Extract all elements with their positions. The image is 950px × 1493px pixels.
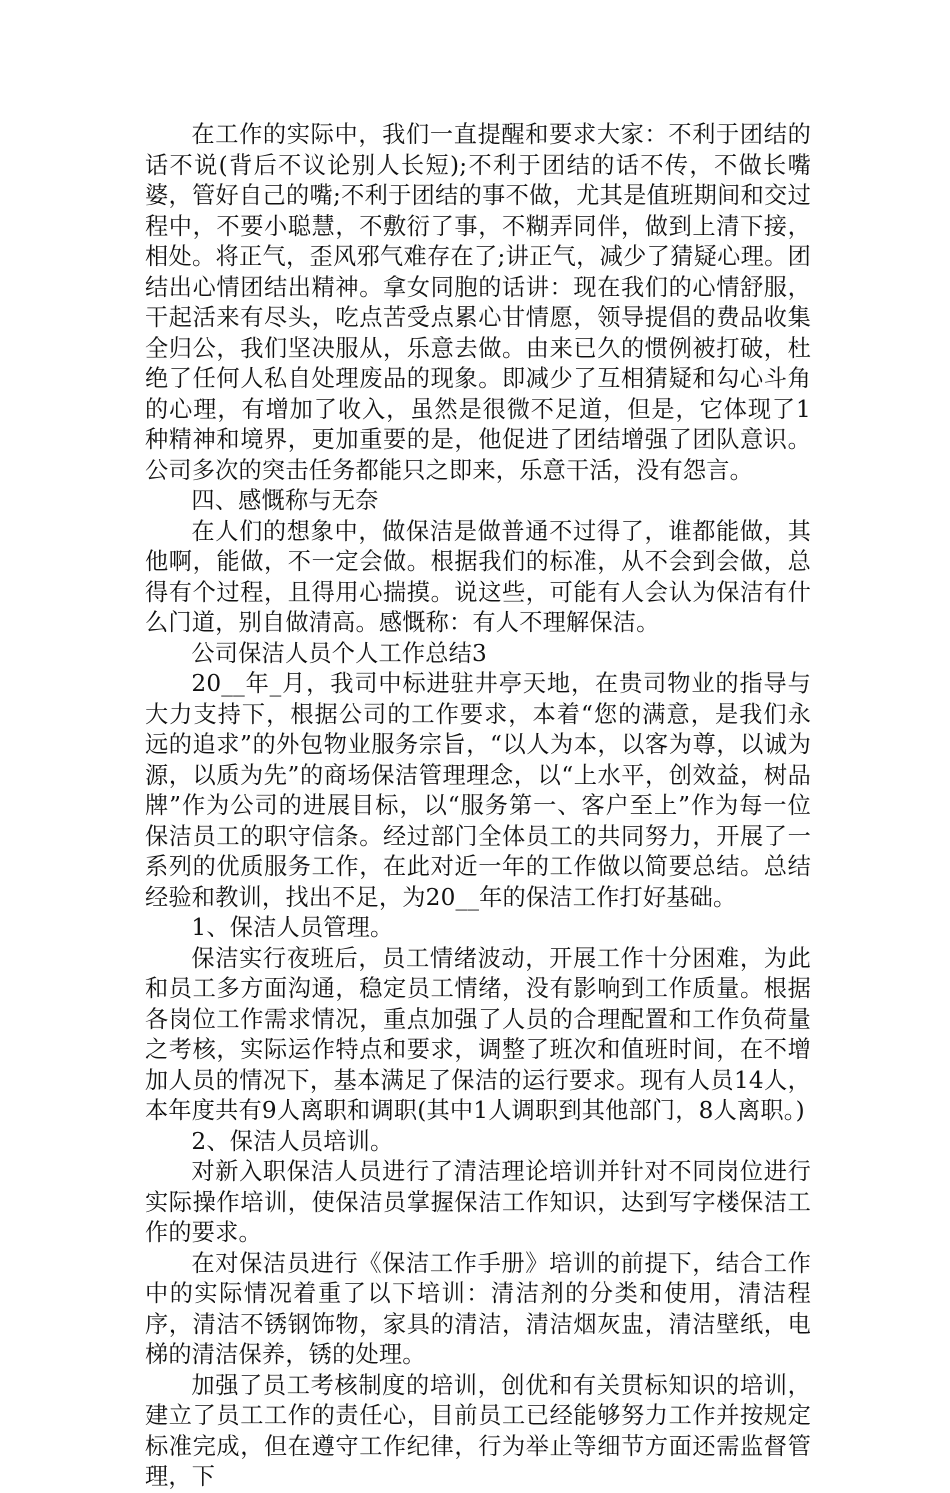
paragraph-imagination: 在人们的想象中，做保洁是做普通不过得了，谁都能做，其他啊，能做，不一定会做。根据我们的标准，从不会到会做，总得有个过程，且得用心揣摸。说这些，可能有人会认为保洁有什么门道，别自做清高。感慨称：有人不理解保洁。 bbox=[145, 517, 811, 636]
paragraph-intro: 20__年_月，我司中标进驻井亭天地，在贵司物业的指导与大力支持下，根据公司的工作要求，本着“您的满意，是我们永远的追求”的外包物业服务宗旨，“以人为本，以客为尊，以诚为源，以质为先”的商场保洁管理理念，以“上水平，创效益，树品牌”作为公司的进展目标，以“服务第一、客户至上”作为每一位保洁员工的职守信条。经过部门全体员工的共同努力，开展了一系列的优质服务工作，在此对近一年的工作做以简要总结。总结经验和教训，找出不足，为20__年的保洁工作打好基础。 bbox=[145, 670, 811, 911]
paragraph-staff-management: 保洁实行夜班后，员工情绪波动，开展工作十分困难，为此和员工多方面沟通，稳定员工情绪，没有影响到工作质量。根据各岗位工作需求情况，重点加强了人员的合理配置和工作负荷量之考核，实际运作特点和要求，调整了班次和值班时间，在不增加人员的情况下，基本满足了保洁的运行要求。现有人员14人，本年度共有9人离职和调职(其中1人调职到其他部门，8人离职。) bbox=[145, 944, 811, 1124]
document-subtitle: 公司保洁人员个人工作总结3 bbox=[191, 639, 487, 667]
section-heading-staff-training: 2、保洁人员培训。 bbox=[191, 1127, 394, 1155]
paragraph-training-manual: 在对保洁员进行《保洁工作手册》培训的前提下，结合工作中的实际情况着重了以下培训：清洁剂的分类和使用，清洁程序，清洁不锈钢饰物，家具的清洁，清洁烟灰盅，清洁壁纸，电梯的清洁保养，锈的处理。 bbox=[145, 1249, 811, 1368]
paragraph-training-new: 对新入职保洁人员进行了清洁理论培训并针对不同岗位进行实际操作培训，使保洁员掌握保洁工作知识，达到写字楼保洁工作的要求。 bbox=[145, 1158, 811, 1246]
section-heading-staff-management: 1、保洁人员管理。 bbox=[191, 914, 394, 941]
document-page bbox=[145, 120, 811, 1493]
paragraph-assessment: 加强了员工考核制度的培训，创优和有关贯标知识的培训，建立了员工工作的责任心，目前员工已经能够努力工作并按规定标准完成，但在遵守工作纪律，行为举止等细节方面还需监督管理，下 bbox=[145, 1371, 811, 1490]
paragraph-team-unity: 在工作的实际中，我们一直提醒和要求大家：不利于团结的话不说(背后不议论别人长短);不利于团结的话不传，不做长嘴婆，管好自己的嘴;不利于团结的事不做，尤其是值班期间和交过程中，不要小聪慧，不敷衍了事，不糊弄同伴，做到上清下接，相处。将正气，歪风邪气难存在了;讲正气，减少了猜疑心理。团结出心情团结出精神。拿女同胞的话讲：现在我们的心情舒服，干起活来有尽头，吃点苦受点累心甘情愿，领导提倡的费品收集全归公，我们坚决服从，乐意去做。由来已久的惯例被打破，杜绝了任何人私自处理废品的现象。即减少了互相猜疑和勾心斗角的心理，有增加了收入，虽然是很微不足道，但是，它体现了1种精神和境界，更加重要的是，他促进了团结增强了团队意识。公司多次的突击任务都能只之即来，乐意干活，没有怨言。 bbox=[145, 121, 811, 484]
section-heading-4: 四、感慨称与无奈 bbox=[191, 487, 379, 514]
